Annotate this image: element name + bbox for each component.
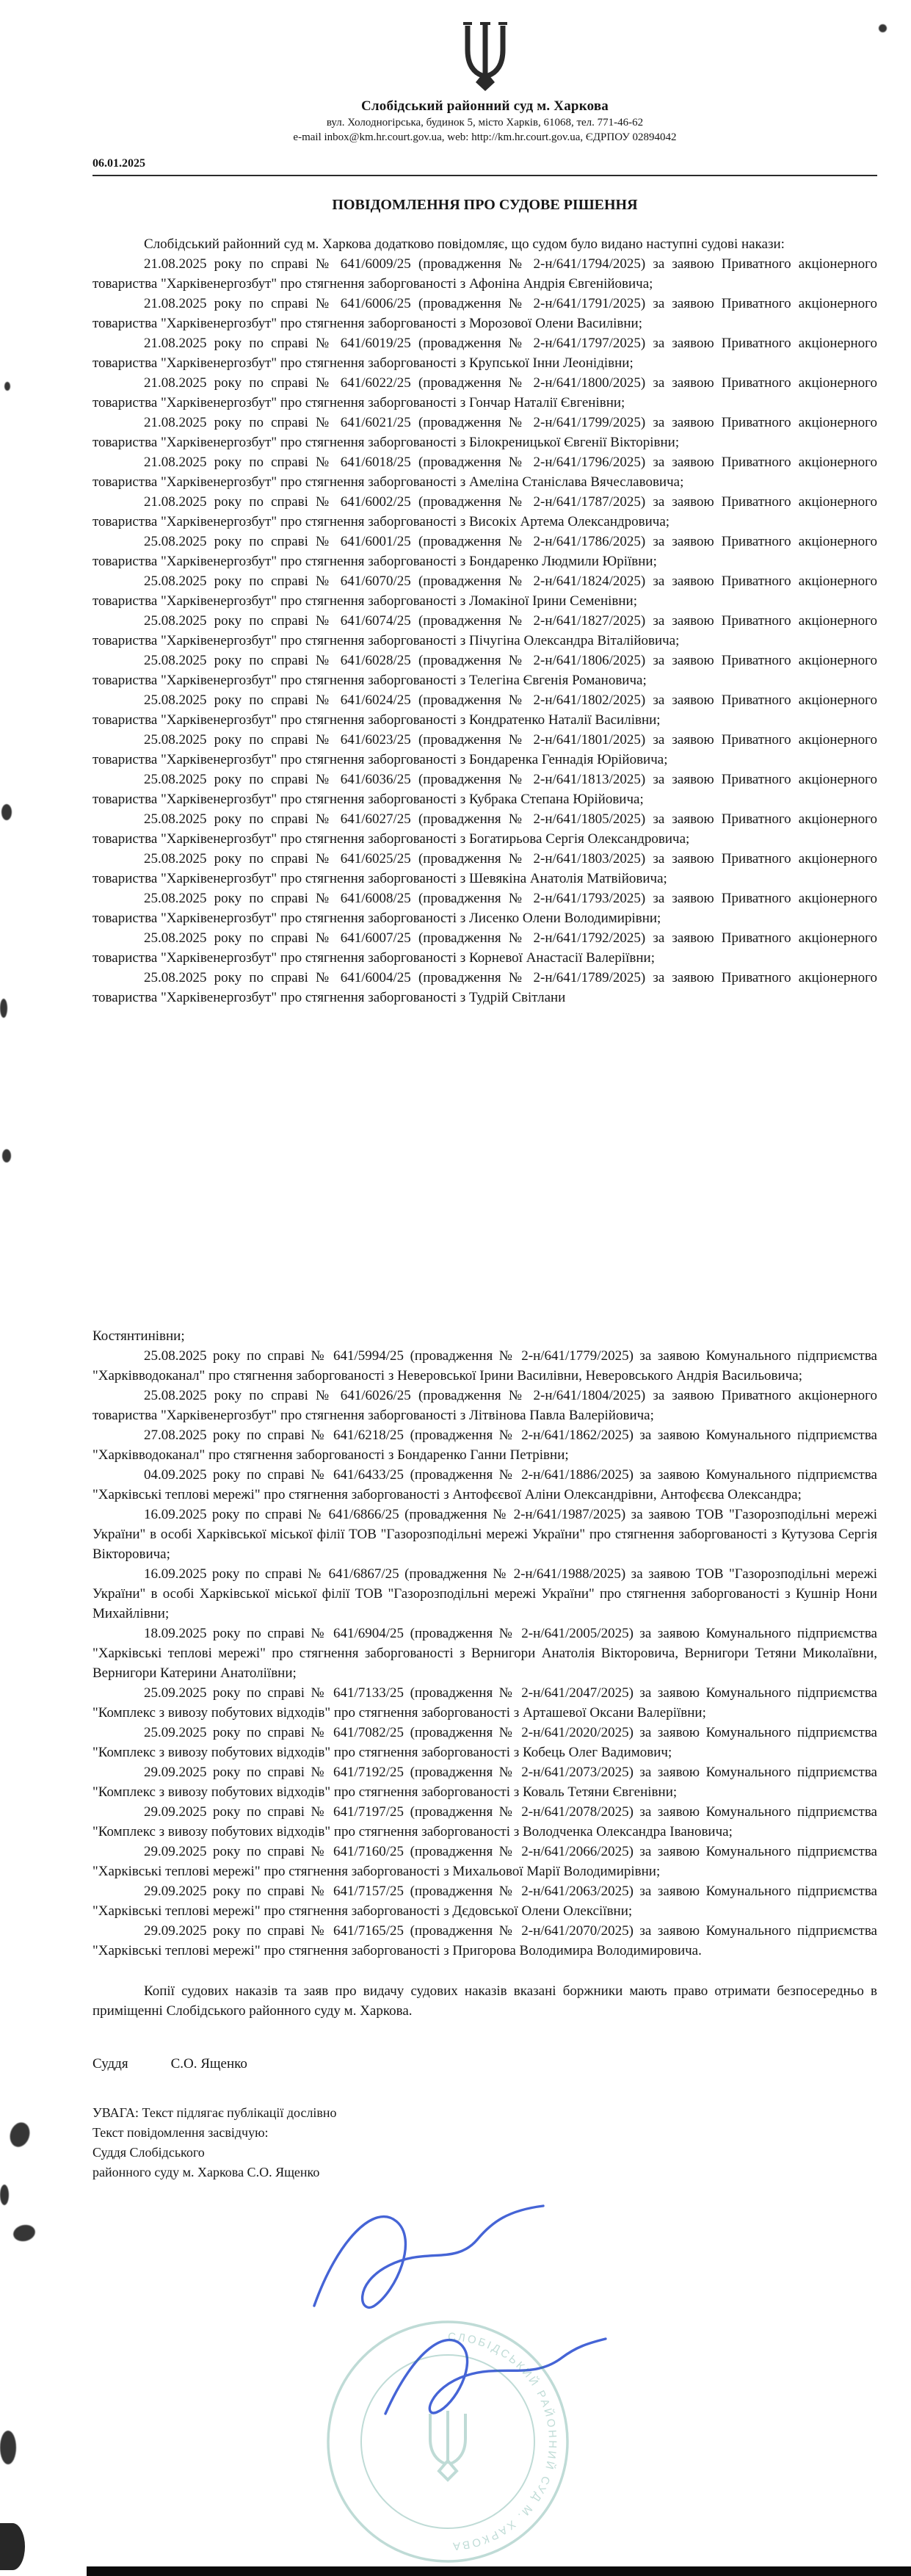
court-order-entry: 21.08.2025 року по справі № 641/6009/25 (провадження № 2-н/641/1794/2025) за заявою Приватного акціонерного товариства "Харківенергозбут" про стягнення заборгованості з Афоніна Андрія Євгенійовича; [92,256,877,292]
court-order-entry: 21.08.2025 року по справі № 641/6002/25 (провадження № 2-н/641/1787/2025) за заявою Приватного акціонерного товариства "Харківенергозбут" про стягнення заборгованості з Високіх Артема Олександровича; [92,494,877,529]
court-order-entry: 25.08.2025 року по справі № 641/6026/25 (провадження № 2-н/641/1804/2025) за заявою Приватного акціонерного товариства "Харківенергозбут" про стягнення заборгованості з Літвінова Павла Валерійовича; [92,1388,877,1423]
court-order-entry: 29.09.2025 року по справі № 641/7157/25 (провадження № 2-н/641/2063/2025) за заявою Комунального підприємства "Харківські теплові мережі" про стягнення заборгованості з Дєдовської Олени Олексіївни; [92,1884,877,1919]
stamp-text: СЛОБІДСЬКИЙ РАЙОННИЙ СУД М. ХАРКОВА [447,2330,559,2553]
scan-artifact [879,24,887,32]
court-order-entry: 21.08.2025 року по справі № 641/6022/25 (провадження № 2-н/641/1800/2025) за заявою Приватного акціонерного товариства "Харківенергозбут" про стягнення заборгованості з Гончар Наталії Євгенівни; [92,375,877,410]
court-order-entry: 25.08.2025 року по справі № 641/6004/25 (провадження № 2-н/641/1789/2025) за заявою Приватного акціонерного товариства "Харківенергозбут" про стягнення заборгованості з Тудрій Світлани [92,970,877,1005]
ukraine-trident-emblem [92,21,877,93]
scan-artifact-corner [0,2523,25,2570]
scan-artifact [0,2185,9,2205]
court-order-entry: 25.08.2025 року по справі № 641/6070/25 (провадження № 2-н/641/1824/2025) за заявою Приватного акціонерного товариства "Харківенергозбут" про стягнення заборгованості з Ломакіної Ірини Семенівни; [92,574,877,609]
date-stamp [92,157,877,176]
orders-list-page1 [92,254,877,1007]
court-order-entry: 25.09.2025 року по справі № 641/7133/25 (провадження № 2-н/641/2047/2025) за заявою Комунального підприємства "Комплекс з вивозу побутових відходів" про стягнення заборгованості з Арташевої Оксани Валеріївни; [92,1685,877,1721]
closing-paragraph: Копії судових наказів та заяв про видачу судових наказів вказані боржники мають право отримати безпосередньо в приміщенні Слобідського районного суду м. Харкова. [92,1983,877,2019]
court-order-entry: 29.09.2025 року по справі № 641/7165/25 (провадження № 2-н/641/2070/2025) за заявою Комунального підприємства "Харківські теплові мережі" про стягнення заборгованості з Пригорова Володимира Володимировича. [92,1923,877,1958]
court-order-entry: 25.08.2025 року по справі № 641/5994/25 (провадження № 2-н/641/1779/2025) за заявою Комунального підприємства "Харківводоканал" про стягнення заборгованості з Неверовської Ірини Василівни, Неверовського Андрія Васильовича; [92,1348,877,1383]
court-order-entry: 25.08.2025 року по справі № 641/6007/25 (провадження № 2-н/641/1792/2025) за заявою Приватного акціонерного товариства "Харківенергозбут" про стягнення заборгованості з Корневої Анастасії Валеріївни; [92,930,877,966]
court-order-entry: 25.08.2025 року по справі № 641/6024/25 (провадження № 2-н/641/1802/2025) за заявою Приватного акціонерного товариства "Харківенергозбут" про стягнення заборгованості з Кондратенко Наталії Василівни; [92,692,877,728]
court-order-entry: 16.09.2025 року по справі № 641/6867/25 (провадження № 2-н/641/1988/2025) за заявою ТОВ "Газорозподільні мережі України" в особі Харківської міської філії ТОВ "Газорозподільні мережі України" про стягнення заборгованості з Кушнір Нони Михайлівни; [92,1566,877,1621]
court-order-entry: 25.08.2025 року по справі № 641/6025/25 (провадження № 2-н/641/1803/2025) за заявою Приватного акціонерного товариства "Харківенергозбут" про стягнення заборгованості з Шевякіна Анатолія Матвійовича; [92,851,877,886]
court-contacts: e-mail inbox@km.hr.court.gov.ua, web: http://km.hr.court.gov.ua, ЄДРПОУ 02894042 [293,131,677,143]
document-title: ПОВІДОМЛЕННЯ ПРО СУДОВЕ РІШЕННЯ [332,197,638,213]
court-order-entry: 21.08.2025 року по справі № 641/6021/25 (провадження № 2-н/641/1799/2025) за заявою Приватного акціонерного товариства "Харківенергозбут" про стягнення заборгованості з Білокреницької Євгенії Вікторівни; [92,415,877,450]
letterhead [92,21,877,144]
court-order-entry: 16.09.2025 року по справі № 641/6866/25 (провадження № 2-н/641/1987/2025) за заявою ТОВ "Газорозподільні мережі України" в особі Харківської міської філії ТОВ "Газорозподільні мережі України" про стягнення заборгованості з Кутузова Сергія Вікторовича; [92,1507,877,1562]
certifier-line-2: районного суду м. Харкова С.О. Ященко [92,2165,320,2179]
court-order-entry: 25.08.2025 року по справі № 641/6001/25 (провадження № 2-н/641/1786/2025) за заявою Приватного акціонерного товариства "Харківенергозбут" про стягнення заборгованості з Бондаренко Людмили Юріївни; [92,534,877,569]
judge-label: Суддя [92,2056,128,2072]
court-name: Слобідський районний суд м. Харкова [361,98,609,114]
court-order-entry: 25.08.2025 року по справі № 641/6023/25 (провадження № 2-н/641/1801/2025) за заявою Приватного акціонерного товариства "Харківенергозбут" про стягнення заборгованості з Бондаренка Геннадія Юрійовича; [92,732,877,767]
scan-artifact [0,999,7,1018]
attention-line: УВАГА: Текст підлягає публікації дослівно [92,2105,337,2120]
date-stamp-value: 06.01.2025 [92,157,145,170]
scan-artifact [4,382,10,391]
court-order-entry: 04.09.2025 року по справі № 641/6433/25 (провадження № 2-н/641/1886/2025) за заявою Комунального підприємства "Харківські теплові мережі" про стягнення заборгованості з Антофєєвої Аліни Олександрівни, Антофєєва Олександра; [92,1467,877,1502]
court-order-entry: 25.08.2025 року по справі № 641/6027/25 (провадження № 2-н/641/1805/2025) за заявою Приватного акціонерного товариства "Харківенергозбут" про стягнення заборгованості з Богатирьова Сергія Олександровича; [92,811,877,847]
judge-name: С.О. Ященко [170,2056,247,2072]
court-order-entry: 29.09.2025 року по справі № 641/7192/25 (провадження № 2-н/641/2073/2025) за заявою Комунального підприємства "Комплекс з вивозу побутових відходів" про стягнення заборгованості з Коваль Тетяни Євгенівни; [92,1765,877,1800]
court-order-entry: 25.08.2025 року по справі № 641/6008/25 (провадження № 2-н/641/1793/2025) за заявою Приватного акціонерного товариства "Харківенергозбут" про стягнення заборгованості з Лисенко Олени Володимирівни; [92,891,877,926]
court-address: вул. Холодногірська, будинок 5, місто Харків, 61068, тел. 771-46-62 [326,117,644,129]
certifier-line-1: Суддя Слобідського [92,2145,205,2160]
court-order-entry: 25.09.2025 року по справі № 641/7082/25 (провадження № 2-н/641/2020/2025) за заявою Комунального підприємства "Комплекс з вивозу побутових відходів" про стягнення заборгованості з Кобець Олег Вадимович; [92,1725,877,1760]
intro-paragraph: Слобідський районний суд м. Харкова додатково повідомляє, що судом було видано наступні судові накази: [144,236,785,252]
court-order-entry: 21.08.2025 року по справі № 641/6019/25 (провадження № 2-н/641/1797/2025) за заявою Приватного акціонерного товариства "Харківенергозбут" про стягнення заборгованості з Крупської Інни Леонідівни; [92,336,877,371]
court-order-entry: 21.08.2025 року по справі № 641/6018/25 (провадження № 2-н/641/1796/2025) за заявою Приватного акціонерного товариства "Харківенергозбут" про стягнення заборгованості з Амеліна Станіслава Вячеславовича; [92,455,877,490]
scan-artifact [1,804,12,820]
scan-artifact [2,1149,11,1162]
scan-artifact [0,2431,16,2464]
certify-line: Текст повідомлення засвідчую: [92,2125,269,2140]
orders-list-page2 [92,1346,877,1961]
page-2 [0,1288,911,2576]
court-order-entry: 21.08.2025 року по справі № 641/6006/25 (провадження № 2-н/641/1791/2025) за заявою Приватного акціонерного товариства "Харківенергозбут" про стягнення заборгованості з Морозової Олени Василівни; [92,296,877,331]
scan-artifact-bottom-bar [87,2566,911,2576]
court-order-entry: 25.08.2025 року по справі № 641/6074/25 (провадження № 2-н/641/1827/2025) за заявою Приватного акціонерного товариства "Харківенергозбут" про стягнення заборгованості з Пічугіна Олександра Віталійовича; [92,613,877,648]
court-order-entry: 27.08.2025 року по справі № 641/6218/25 (провадження № 2-н/641/1862/2025) за заявою Комунального підприємства "Харківводоканал" про стягнення заборгованості з Бондаренко Ганни Петрівни; [92,1428,877,1463]
court-order-entry: 29.09.2025 року по справі № 641/7160/25 (провадження № 2-н/641/2066/2025) за заявою Комунального підприємства "Харківські теплові мережі" про стягнення заборгованості з Михальової Марії Володимирівни; [92,1844,877,1879]
judge-signature-line [92,2056,877,2072]
certification-block [92,2103,877,2182]
court-order-entry: 25.08.2025 року по справі № 641/6036/25 (провадження № 2-н/641/1813/2025) за заявою Приватного акціонерного товариства "Харківенергозбут" про стягнення заборгованості з Кубрака Степана Юрійовича; [92,772,877,807]
court-order-entry: 25.08.2025 року по справі № 641/6028/25 (провадження № 2-н/641/1806/2025) за заявою Приватного акціонерного товариства "Харківенергозбут" про стягнення заборгованості з Телегіна Євгенія Романовича; [92,653,877,688]
court-order-entry: 18.09.2025 року по справі № 641/6904/25 (провадження № 2-н/641/2005/2025) за заявою Комунального підприємства "Харківські теплові мережі" про стягнення заборгованості з Вернигори Анатолія Вікторовича, Вернигори Тетяни Миколаївни, Вернигори Катерини Анатоліївни; [92,1626,877,1681]
continuation-line: Костянтинівни; [92,1328,185,1344]
court-order-entry: 29.09.2025 року по справі № 641/7197/25 (провадження № 2-н/641/2078/2025) за заявою Комунального підприємства "Комплекс з вивозу побутових відходів" про стягнення заборгованості з Володченка Олександра Івановича; [92,1804,877,1839]
